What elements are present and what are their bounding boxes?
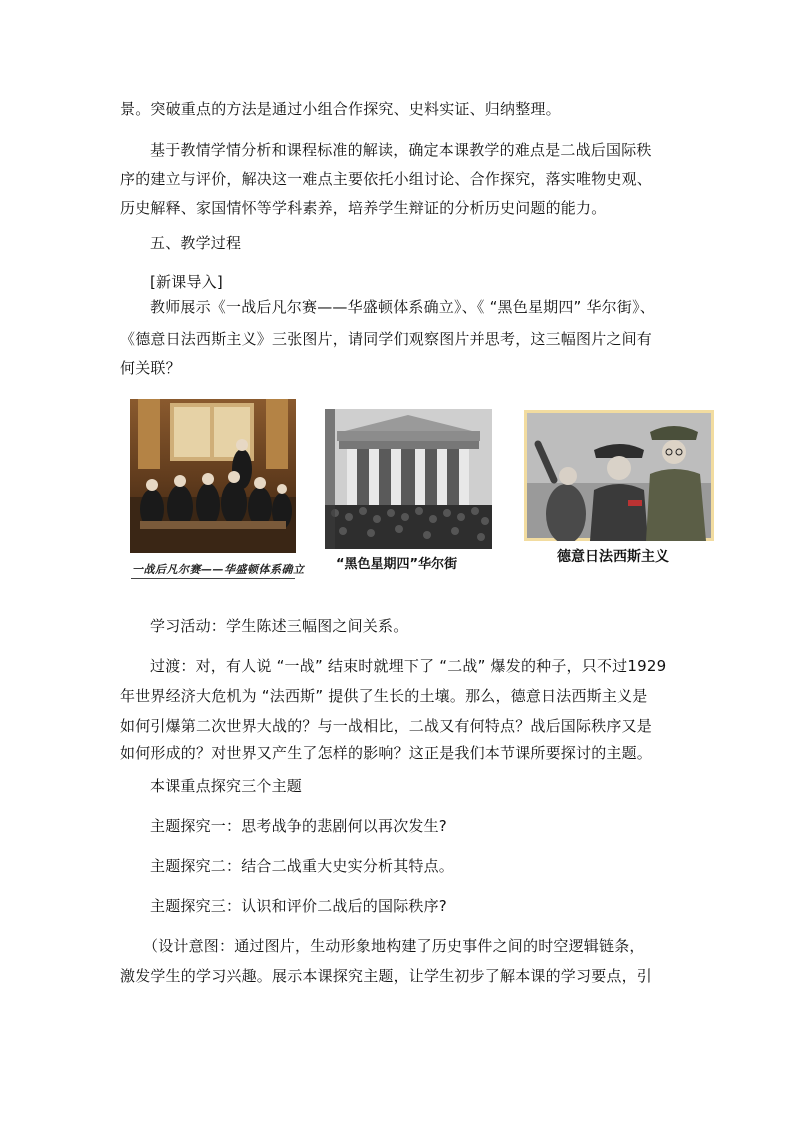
figure-caption: “黑色星期四”华尔街 bbox=[336, 557, 458, 572]
paragraph-line: 基于教情学情分析和课程标准的解读，确定本课教学的难点是二战后国际秩 bbox=[150, 141, 652, 159]
theme-line: 主题探究三：认识和评价二战后的国际秩序? bbox=[150, 897, 447, 915]
theme-line: 主题探究一：思考战争的悲剧何以再次发生? bbox=[150, 817, 447, 835]
caption-underline bbox=[131, 578, 295, 579]
paragraph-line: 景。突破重点的方法是通过小组合作探究、史料实证、归纳整理。 bbox=[120, 100, 561, 118]
theme-line: 主题探究二：结合二战重大史实分析其特点。 bbox=[150, 857, 455, 875]
paragraph-line: 如何引爆第二次世界大战的？与一战相比，二战又有何特点？战后国际秩序又是 bbox=[120, 717, 653, 735]
paragraph-line: 序的建立与评价，解决这一难点主要依托小组讨论、合作探究，落实唯物史观、 bbox=[120, 170, 653, 188]
paragraph-line: 本课重点探究三个主题 bbox=[150, 777, 303, 795]
figure-fascist-leaders-photo bbox=[524, 410, 714, 541]
paragraph-line: 激发学生的学习兴趣。展示本课探究主题，让学生初步了解本课的学习要点，引 bbox=[120, 967, 653, 985]
paragraph-line: （设计意图：通过图片，生动形象地构建了历史事件之间的时空逻辑链条， bbox=[143, 937, 645, 955]
paragraph-line: 《德意日法西斯主义》三张图片，请同学们观察图片并思考，这三幅图片之间有 bbox=[120, 330, 653, 348]
paragraph-line: 学习活动：学生陈述三幅图之间关系。 bbox=[150, 617, 409, 635]
paragraph-line: 年世界经济大危机为 “法西斯” 提供了生长的土壤。那么，德意日法西斯主义是 bbox=[120, 687, 648, 705]
paragraph-line: 如何形成的？对世界又产生了怎样的影响？这正是我们本节课所要探讨的主题。 bbox=[120, 744, 653, 762]
paragraph-line: 教师展示《一战后凡尔赛——华盛顿体系确立》、《 “黑色星期四” 华尔街》、 bbox=[150, 298, 655, 316]
figure-caption: 一战后凡尔赛——华盛顿体系确立 bbox=[132, 563, 305, 576]
figure-caption: 德意日法西斯主义 bbox=[557, 549, 669, 565]
figure-versailles-photo bbox=[130, 399, 296, 553]
subsection-heading: [新课导入] bbox=[150, 273, 223, 291]
paragraph-line: 过渡：对，有人说 “一战” 结束时就埋下了 “二战” 爆发的种子，只不过1929 bbox=[150, 657, 667, 675]
section-heading: 五、教学过程 bbox=[150, 234, 242, 252]
paragraph-line: 何关联？ bbox=[120, 359, 181, 377]
figure-wall-street-photo bbox=[325, 409, 492, 549]
paragraph-line: 历史解释、家国情怀等学科素养，培养学生辩证的分析历史问题的能力。 bbox=[120, 199, 607, 217]
